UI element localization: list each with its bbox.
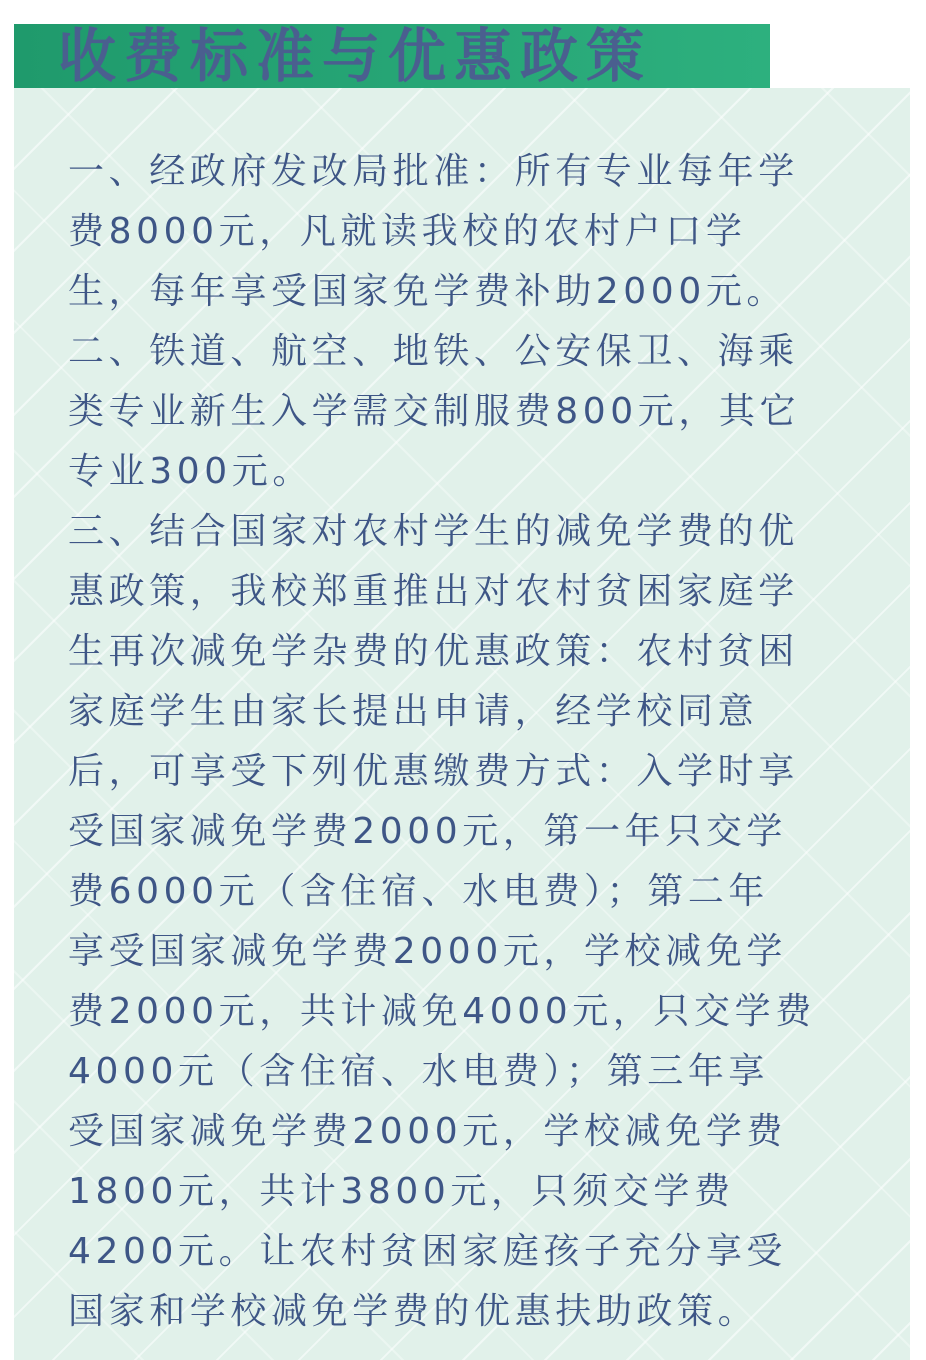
text-line: 类专业新生入学需交制服费800元，其它 <box>68 391 801 432</box>
text-line: 家庭学生由家长提出申请，经学校同意 <box>68 691 759 732</box>
text-line: 后，可享受下列优惠缴费方式：入学时享 <box>68 751 799 792</box>
text-line: 二、铁道、航空、地铁、公安保卫、海乘 <box>68 331 799 372</box>
text-line: 费6000元（含住宿、水电费）；第二年 <box>68 871 770 912</box>
text-line: 费2000元，共计减免4000元，只交学费 <box>68 991 816 1032</box>
page-title: 收费标准与优惠政策 <box>58 24 653 88</box>
text-line: 惠政策，我校郑重推出对农村贫困家庭学 <box>68 571 799 612</box>
text-line: 1800元，共计3800元，只须交学费 <box>68 1171 735 1212</box>
text-line: 三、结合国家对农村学生的减免学费的优 <box>68 511 799 552</box>
text-line: 一、经政府发改局批准：所有专业每年学 <box>68 151 799 192</box>
text-line: 生，每年享受国家免学费补助2000元。 <box>68 271 788 312</box>
text-line: 受国家减免学费2000元，第一年只交学 <box>68 811 788 852</box>
text-line: 费8000元，凡就读我校的农村户口学 <box>68 211 747 252</box>
title-banner <box>14 24 770 88</box>
text-line: 享受国家减免学费2000元，学校减免学 <box>68 931 788 972</box>
text-line: 生再次减免学杂费的优惠政策：农村贫困 <box>68 631 799 672</box>
text-line: 4200元。让农村贫困家庭孩子充分享受 <box>68 1231 788 1272</box>
text-line: 4000元（含住宿、水电费）；第三年享 <box>68 1051 770 1092</box>
text-line: 受国家减免学费2000元，学校减免学费 <box>68 1111 788 1152</box>
text-line: 专业300元。 <box>68 451 313 492</box>
text-line: 国家和学校减免学费的优惠扶助政策。 <box>68 1291 759 1332</box>
policy-text <box>68 142 858 1342</box>
